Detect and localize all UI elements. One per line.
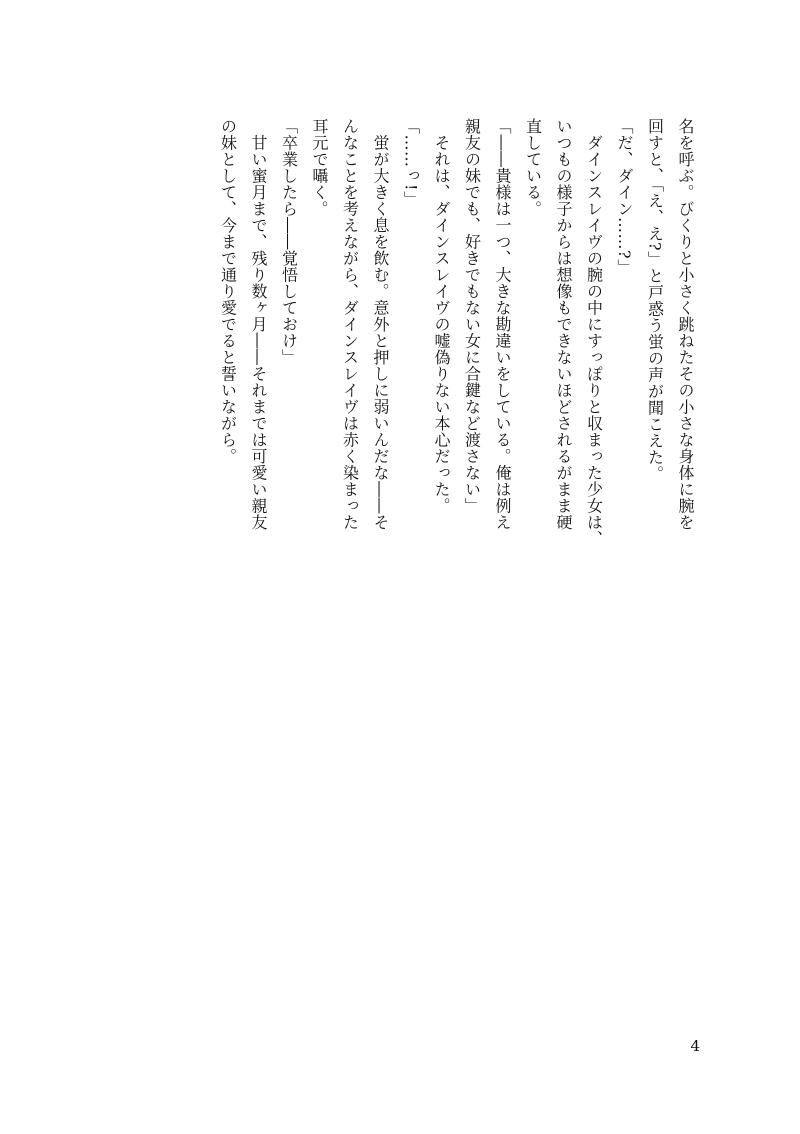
- body-text: [212, 118, 700, 578]
- text-line: 「……っ!」: [401, 118, 421, 208]
- text-line: 親友の妹でも、好きでもない女に合鍵など渡さない」: [462, 118, 482, 514]
- text-line: 「だ、ダイン……?」: [615, 118, 634, 276]
- text-line: いつもの様子からは想像もできないほどされるがまま硬: [554, 118, 573, 531]
- page-number: 4: [690, 1037, 700, 1055]
- text-line: んなことを考えながら、ダインスレイヴは赤く染まった: [340, 118, 360, 531]
- text-line: 回すと、「え、え?」と戸惑う蛍の声が聞こえた。: [645, 118, 665, 483]
- text-line: 「――貴様は一つ、大きな勘違いをしている。俺は例え: [493, 118, 512, 531]
- text-line: 名を呼ぶ。びくりと小さく跳ねたその小さな身体に腕を: [676, 118, 695, 531]
- text-line: それは、ダインスレイヴの嘘偽りない本心だった。: [432, 118, 451, 514]
- text-line: 甘い蜜月まで、残り数ヶ月――それまでは可愛い親友: [249, 118, 268, 531]
- text-line: 直している。: [523, 118, 543, 217]
- text-line: ダインスレイヴの腕の中にすっぽりと収まった少女は、: [584, 118, 604, 547]
- text-line: 蛍が大きく息を飲む。意外と押しに弱いんだな――そ: [371, 118, 390, 531]
- text-line: の妹として、今まで通り愛でると誓いながら。: [218, 118, 238, 465]
- text-line: 耳元で囁く。: [310, 118, 329, 217]
- text-line: 「卒業したら――覚悟しておけ」: [279, 118, 299, 366]
